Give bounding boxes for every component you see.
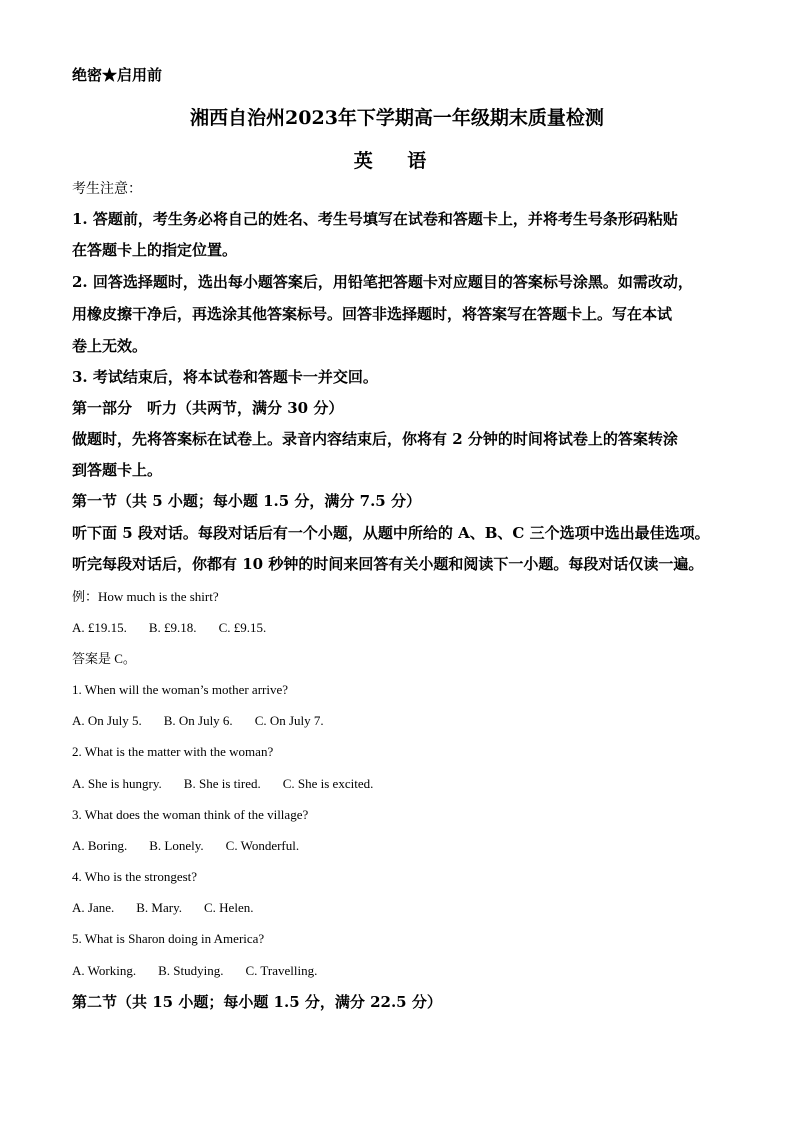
part1-heading: 第一部分 听力（共两节，满分 30 分） <box>72 399 344 417</box>
option-a: A. Working. <box>72 963 137 978</box>
option-c: C. On July 7. <box>254 713 324 728</box>
example-answer: 答案是 C。 <box>72 651 136 666</box>
section2-heading: 第二节（共 15 小题；每小题 1.5 分，满分 22.5 分） <box>72 993 442 1011</box>
option-b: B. Studying. <box>158 963 224 978</box>
example-options <box>72 621 288 634</box>
notice-heading: 考生注意： <box>72 181 142 197</box>
question-1-options <box>72 714 346 727</box>
option-a: A. £19.15. <box>72 620 127 635</box>
subject-title: 英 语 <box>353 150 441 172</box>
notice-item-2-line-1: 2. 回答选择题时，选出每小题答案后，用铅笔把答题卡对应题目的答案标号涂黑。如需改动， <box>72 273 693 291</box>
section1-heading: 第一节（共 5 小题；每小题 1.5 分，满分 7.5 分） <box>72 492 421 510</box>
question-2-options <box>72 777 395 790</box>
question-5: 5. What is Sharon doing in America? <box>72 931 265 946</box>
notice-item-2-line-2: 用橡皮擦干净后，再选涂其他答案标号。回答非选择题时，将答案写在答题卡上。写在本试 <box>72 305 673 323</box>
notice-item-1-line-2: 在答题卡上的指定位置。 <box>72 241 238 259</box>
option-a: A. Jane. <box>72 900 115 915</box>
option-c: C. Wonderful. <box>225 838 300 853</box>
option-b: B. On July 6. <box>163 713 233 728</box>
example-question: 例：How much is the shirt? <box>72 589 219 604</box>
question-4: 4. Who is the strongest? <box>72 869 198 884</box>
notice-item-2-line-3: 卷上无效。 <box>72 337 148 355</box>
question-1: 1. When will the woman’s mother arrive? <box>72 682 289 697</box>
question-5-options <box>72 964 339 977</box>
option-a: A. Boring. <box>72 838 128 853</box>
confidential-label: 绝密★启用前 <box>72 66 163 84</box>
section1-instruction-line-2: 听完每段对话后，你都有 10 秒钟的时间来回答有关小题和阅读下一小题。每段对话仅读一遍。 <box>72 555 704 573</box>
part1-instruction-line-1: 做题时，先将答案标在试卷上。录音内容结束后，你将有 2 分钟的时间将试卷上的答案转涂 <box>72 430 678 448</box>
option-c: C. She is excited. <box>282 776 374 791</box>
option-b: B. £9.18. <box>148 620 197 635</box>
option-c: C. Helen. <box>204 900 254 915</box>
question-3-options <box>72 839 321 852</box>
question-4-options <box>72 901 275 914</box>
notice-item-1-line-1: 1. 答题前，考生务必将自己的姓名、考生号填写在试卷和答题卡上，并将考生号条形码粘贴 <box>72 210 678 228</box>
question-3: 3. What does the woman think of the village? <box>72 807 309 822</box>
exam-title: 湘西自治州2023年下学期高一年级期末质量检测 <box>190 107 604 129</box>
question-2: 2. What is the matter with the woman? <box>72 744 274 759</box>
option-b: B. She is tired. <box>183 776 261 791</box>
section1-instruction-line-1: 听下面 5 段对话。每段对话后有一个小题，从题中所给的 A、B、C 三个选项中选出最佳选项。 <box>72 524 710 542</box>
option-c: C. Travelling. <box>245 963 318 978</box>
option-c: C. £9.15. <box>218 620 267 635</box>
option-a: A. On July 5. <box>72 713 142 728</box>
notice-item-3: 3. 考试结束后，将本试卷和答题卡一并交回。 <box>72 368 378 386</box>
option-b: B. Lonely. <box>149 838 204 853</box>
part1-instruction-line-2: 到答题卡上。 <box>72 461 163 479</box>
option-a: A. She is hungry. <box>72 776 162 791</box>
option-b: B. Mary. <box>136 900 182 915</box>
